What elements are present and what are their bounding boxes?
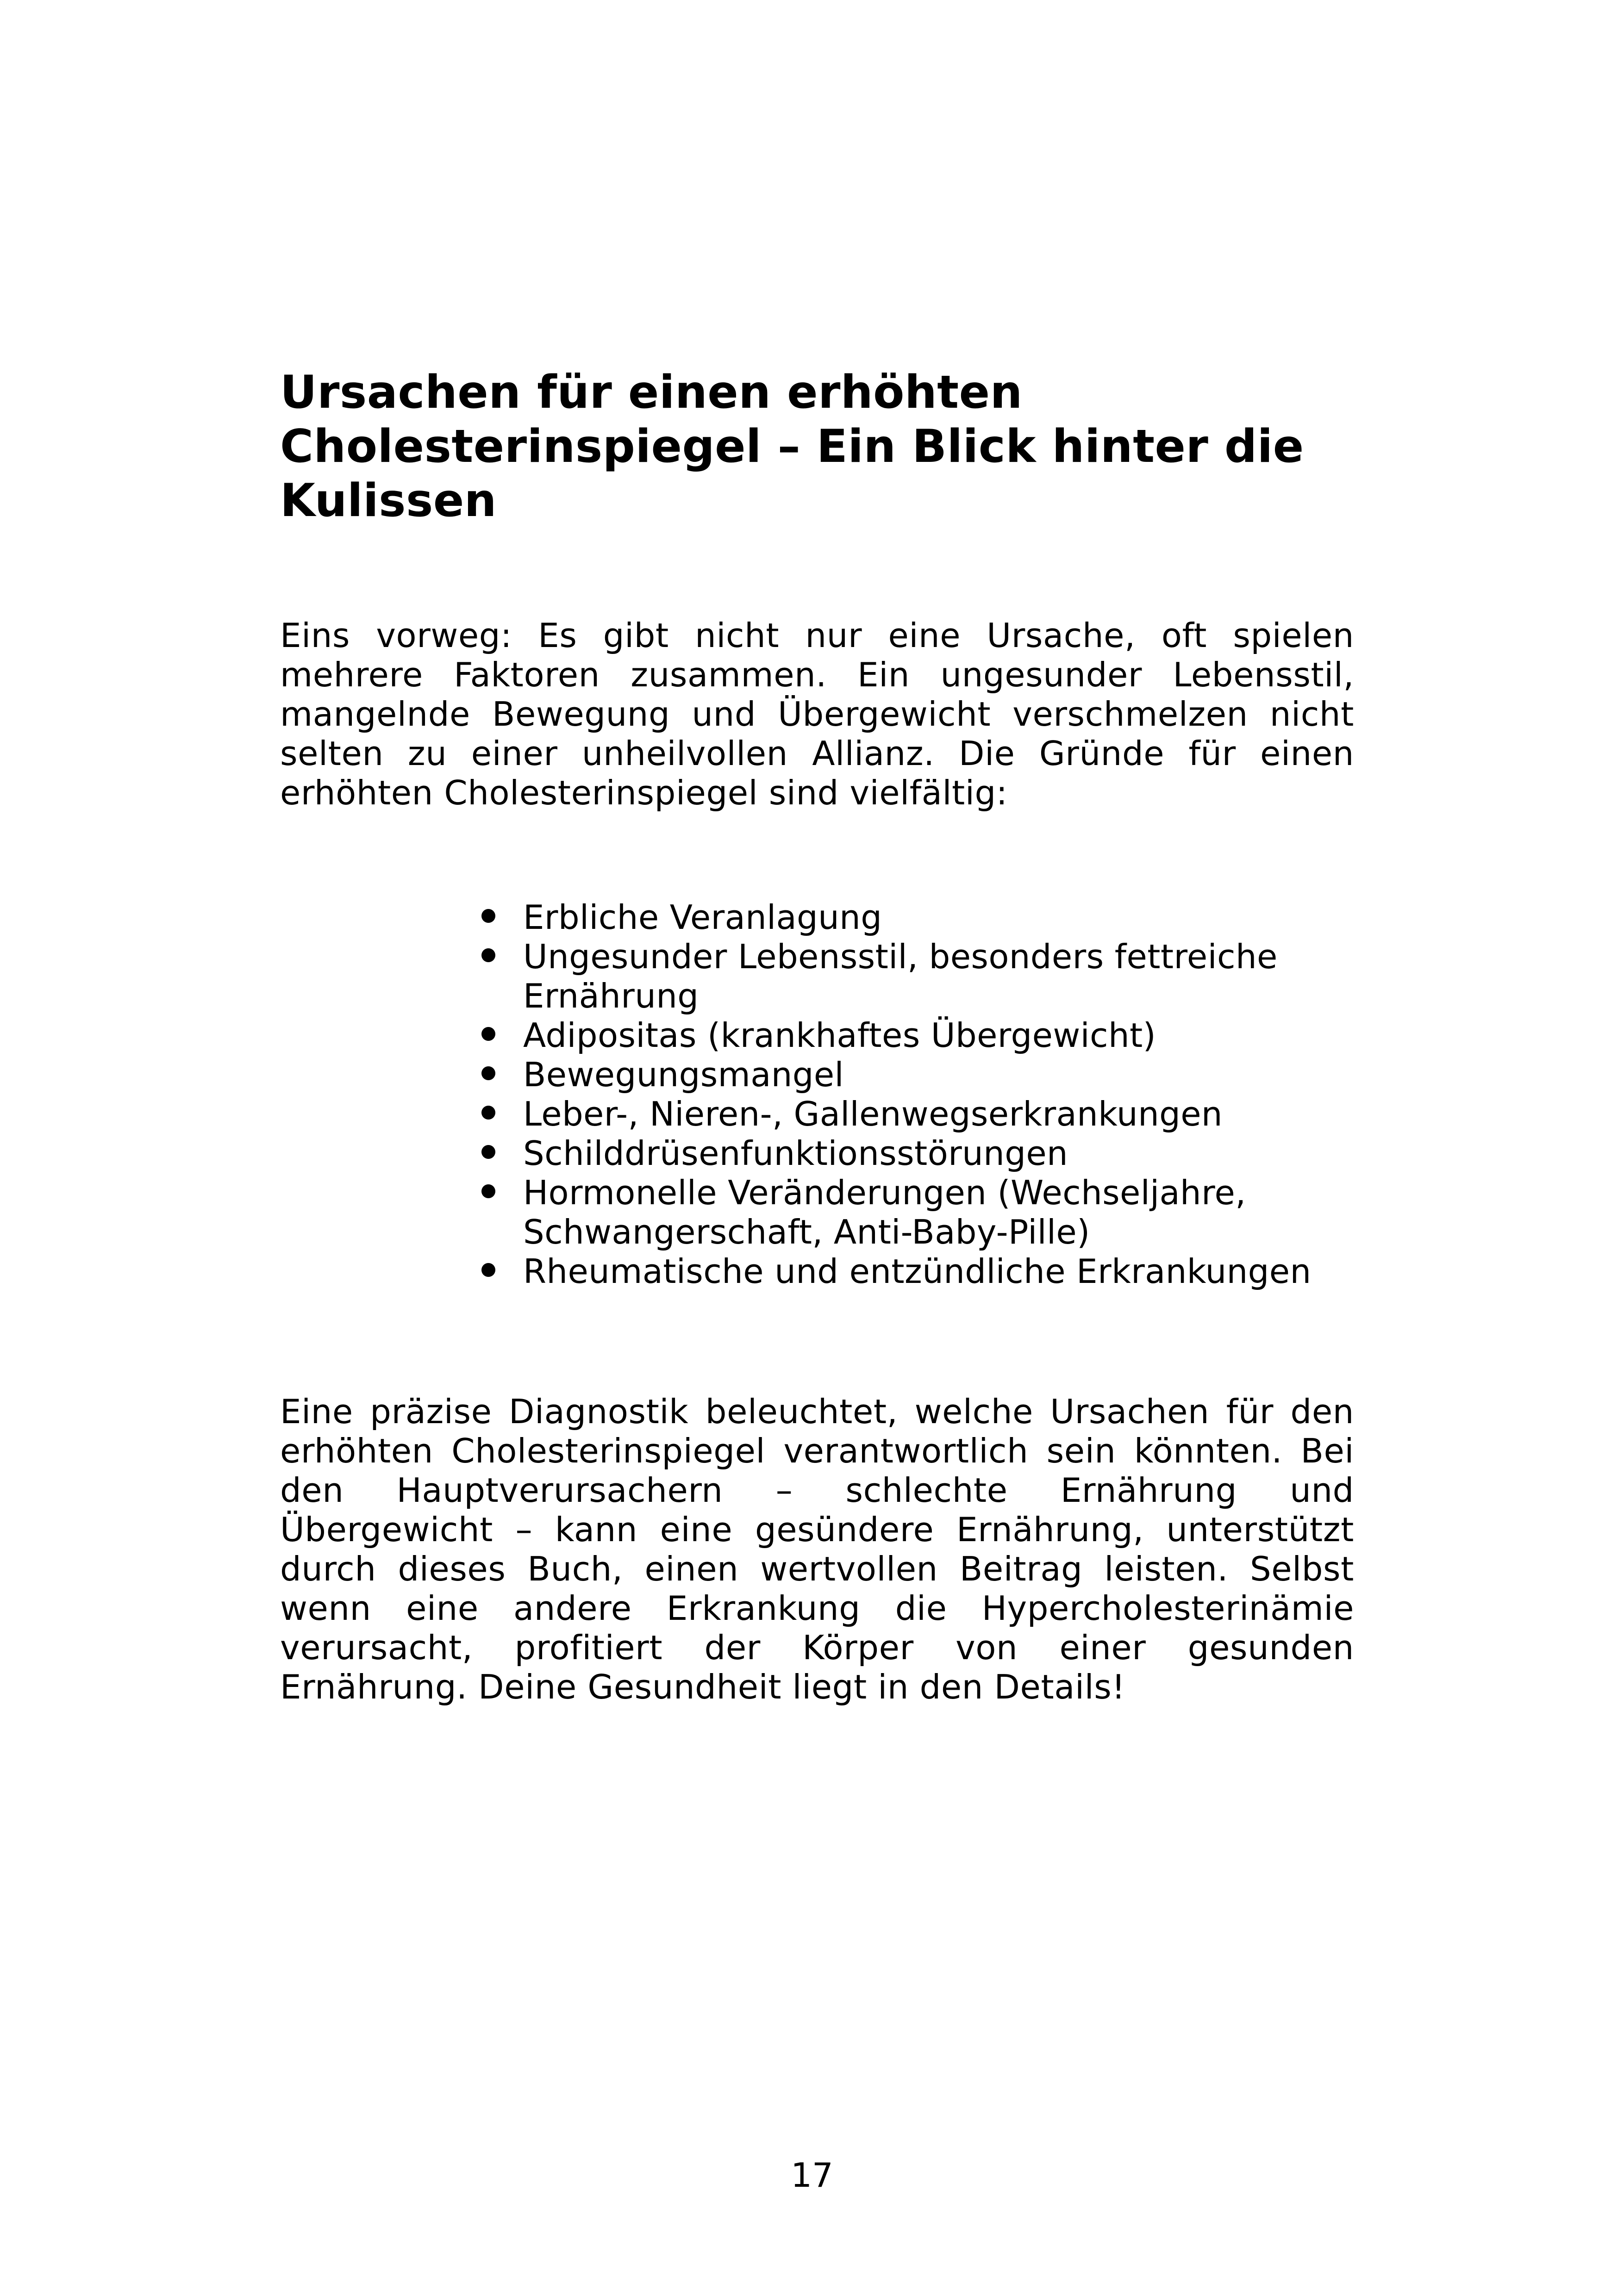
causes-list — [475, 898, 1345, 1291]
bullet-icon — [481, 1263, 495, 1277]
bullet-icon — [481, 1027, 495, 1041]
page-content — [280, 366, 1354, 813]
list-item — [475, 1055, 1345, 1095]
heading-line: Ursachen für einen erhöhten — [280, 366, 1023, 419]
bullet-icon — [481, 1066, 495, 1080]
bullet-icon — [481, 1106, 495, 1120]
list-item — [475, 1016, 1345, 1055]
list-item-text: Rheumatische und entzündliche Erkrankungen — [523, 1252, 1312, 1291]
list-item-text: Erbliche Veranlagung — [523, 898, 882, 937]
list-item-text: Bewegungsmangel — [523, 1055, 844, 1094]
bullet-icon — [481, 1145, 495, 1159]
page-number: 17 — [791, 2156, 833, 2195]
list-item — [475, 1134, 1345, 1173]
heading-line: Kulissen — [280, 474, 497, 527]
list-item — [475, 898, 1345, 937]
closing-paragraph: Eine präzise Diagnostik beleuchtet, welche Ursachen für den erhöhten Cholesterinspiegel verantwortlich sein könnten. Bei den Hauptverursachern – schlechte Ernährung und Übergewicht – kann eine gesündere Ernährung, unterstützt durch dieses Buch, einen wertvollen Beitrag leisten. Selbst wenn eine andere Erkrankung die Hypercholesterinämie verursacht, profitiert der Körper von einer gesunden Ernährung. Deine Gesundheit liegt in den Details! — [280, 1392, 1354, 1706]
heading-line: Cholesterinspiegel – Ein Blick hinter die — [280, 420, 1304, 473]
list-item-text: Ungesunder Lebensstil, besonders fettreiche Ernährung — [523, 937, 1278, 1015]
list-item-text: Adipositas (krankhaftes Übergewicht) — [523, 1016, 1156, 1055]
list-item-text: Hormonelle Veränderungen (Wechseljahre, Schwangerschaft, Anti-Baby-Pille) — [523, 1173, 1246, 1251]
list-item — [475, 1095, 1345, 1134]
bullet-icon — [481, 948, 495, 962]
list-item-text: Leber-, Nieren-, Gallenwegserkrankungen — [523, 1095, 1223, 1133]
bullet-icon — [481, 1184, 495, 1198]
bullet-icon — [481, 909, 495, 923]
list-item — [475, 937, 1345, 1016]
chapter-heading — [280, 366, 1354, 528]
list-item-text: Schilddrüsenfunktionsstörungen — [523, 1134, 1068, 1173]
intro-paragraph: Eins vorweg: Es gibt nicht nur eine Ursache, oft spielen mehrere Faktoren zusammen. Ein ungesunder Lebensstil, mangelnde Bewegung und Übergewicht verschmelzen nicht selten zu einer unheilvollen Allianz. Die Gründe für einen erhöhten Cholesterinspiegel sind vielfältig: — [280, 616, 1354, 812]
list-item — [475, 1173, 1345, 1252]
list-item — [475, 1252, 1345, 1291]
